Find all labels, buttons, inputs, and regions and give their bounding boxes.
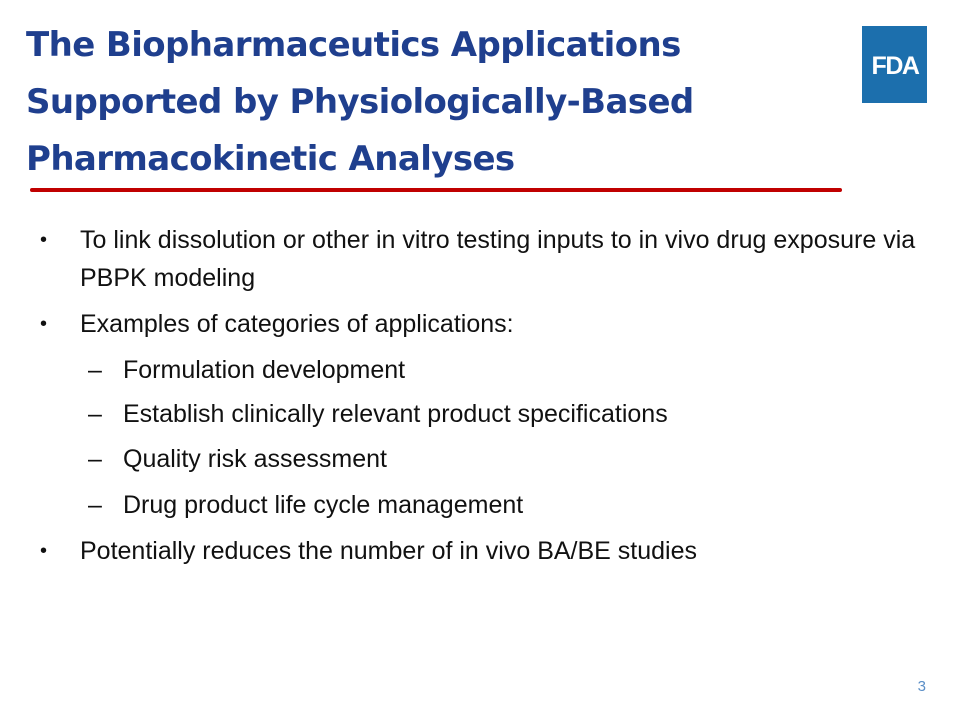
sub-bullet-text: Quality risk assessment <box>123 445 387 473</box>
sub-bullet-marker: – <box>88 400 102 428</box>
page-number: 3 <box>917 678 926 695</box>
bullet-text: To link dissolution or other in vitro testing inputs to in vivo drug exposure via PBPK modeling <box>80 226 916 292</box>
sub-bullet-item <box>88 486 908 524</box>
sub-bullet-text: Formulation development <box>123 356 406 384</box>
bullet-marker: • <box>40 540 48 562</box>
sub-bullet-text: Establish clinically relevant product specifications <box>123 400 668 428</box>
sub-bullet-text: Drug product life cycle management <box>123 491 524 519</box>
bullet-marker: • <box>40 313 48 335</box>
sub-bullet-marker: – <box>88 445 102 473</box>
sub-bullet-item <box>88 440 908 478</box>
bullet-text: Potentially reduces the number of in vivo BA/BE studies <box>80 537 697 565</box>
fda-logo-text: FDA <box>871 51 918 80</box>
slide-title-line-1: The Biopharmaceutics Applications <box>26 25 681 65</box>
sub-bullet-marker: – <box>88 356 102 384</box>
bullet-marker: • <box>40 229 48 251</box>
bullet-item <box>40 221 920 297</box>
sub-bullet-item <box>88 395 908 433</box>
sub-bullet-marker: – <box>88 491 102 519</box>
sub-bullet-item <box>88 351 908 389</box>
bullet-text: Examples of categories of applications: <box>80 310 514 338</box>
bullet-item <box>40 305 920 343</box>
bullet-item <box>40 532 920 570</box>
slide-title-line-3: Pharmacokinetic Analyses <box>26 139 515 179</box>
slide-title-line-2: Supported by Physiologically-Based <box>26 82 694 122</box>
